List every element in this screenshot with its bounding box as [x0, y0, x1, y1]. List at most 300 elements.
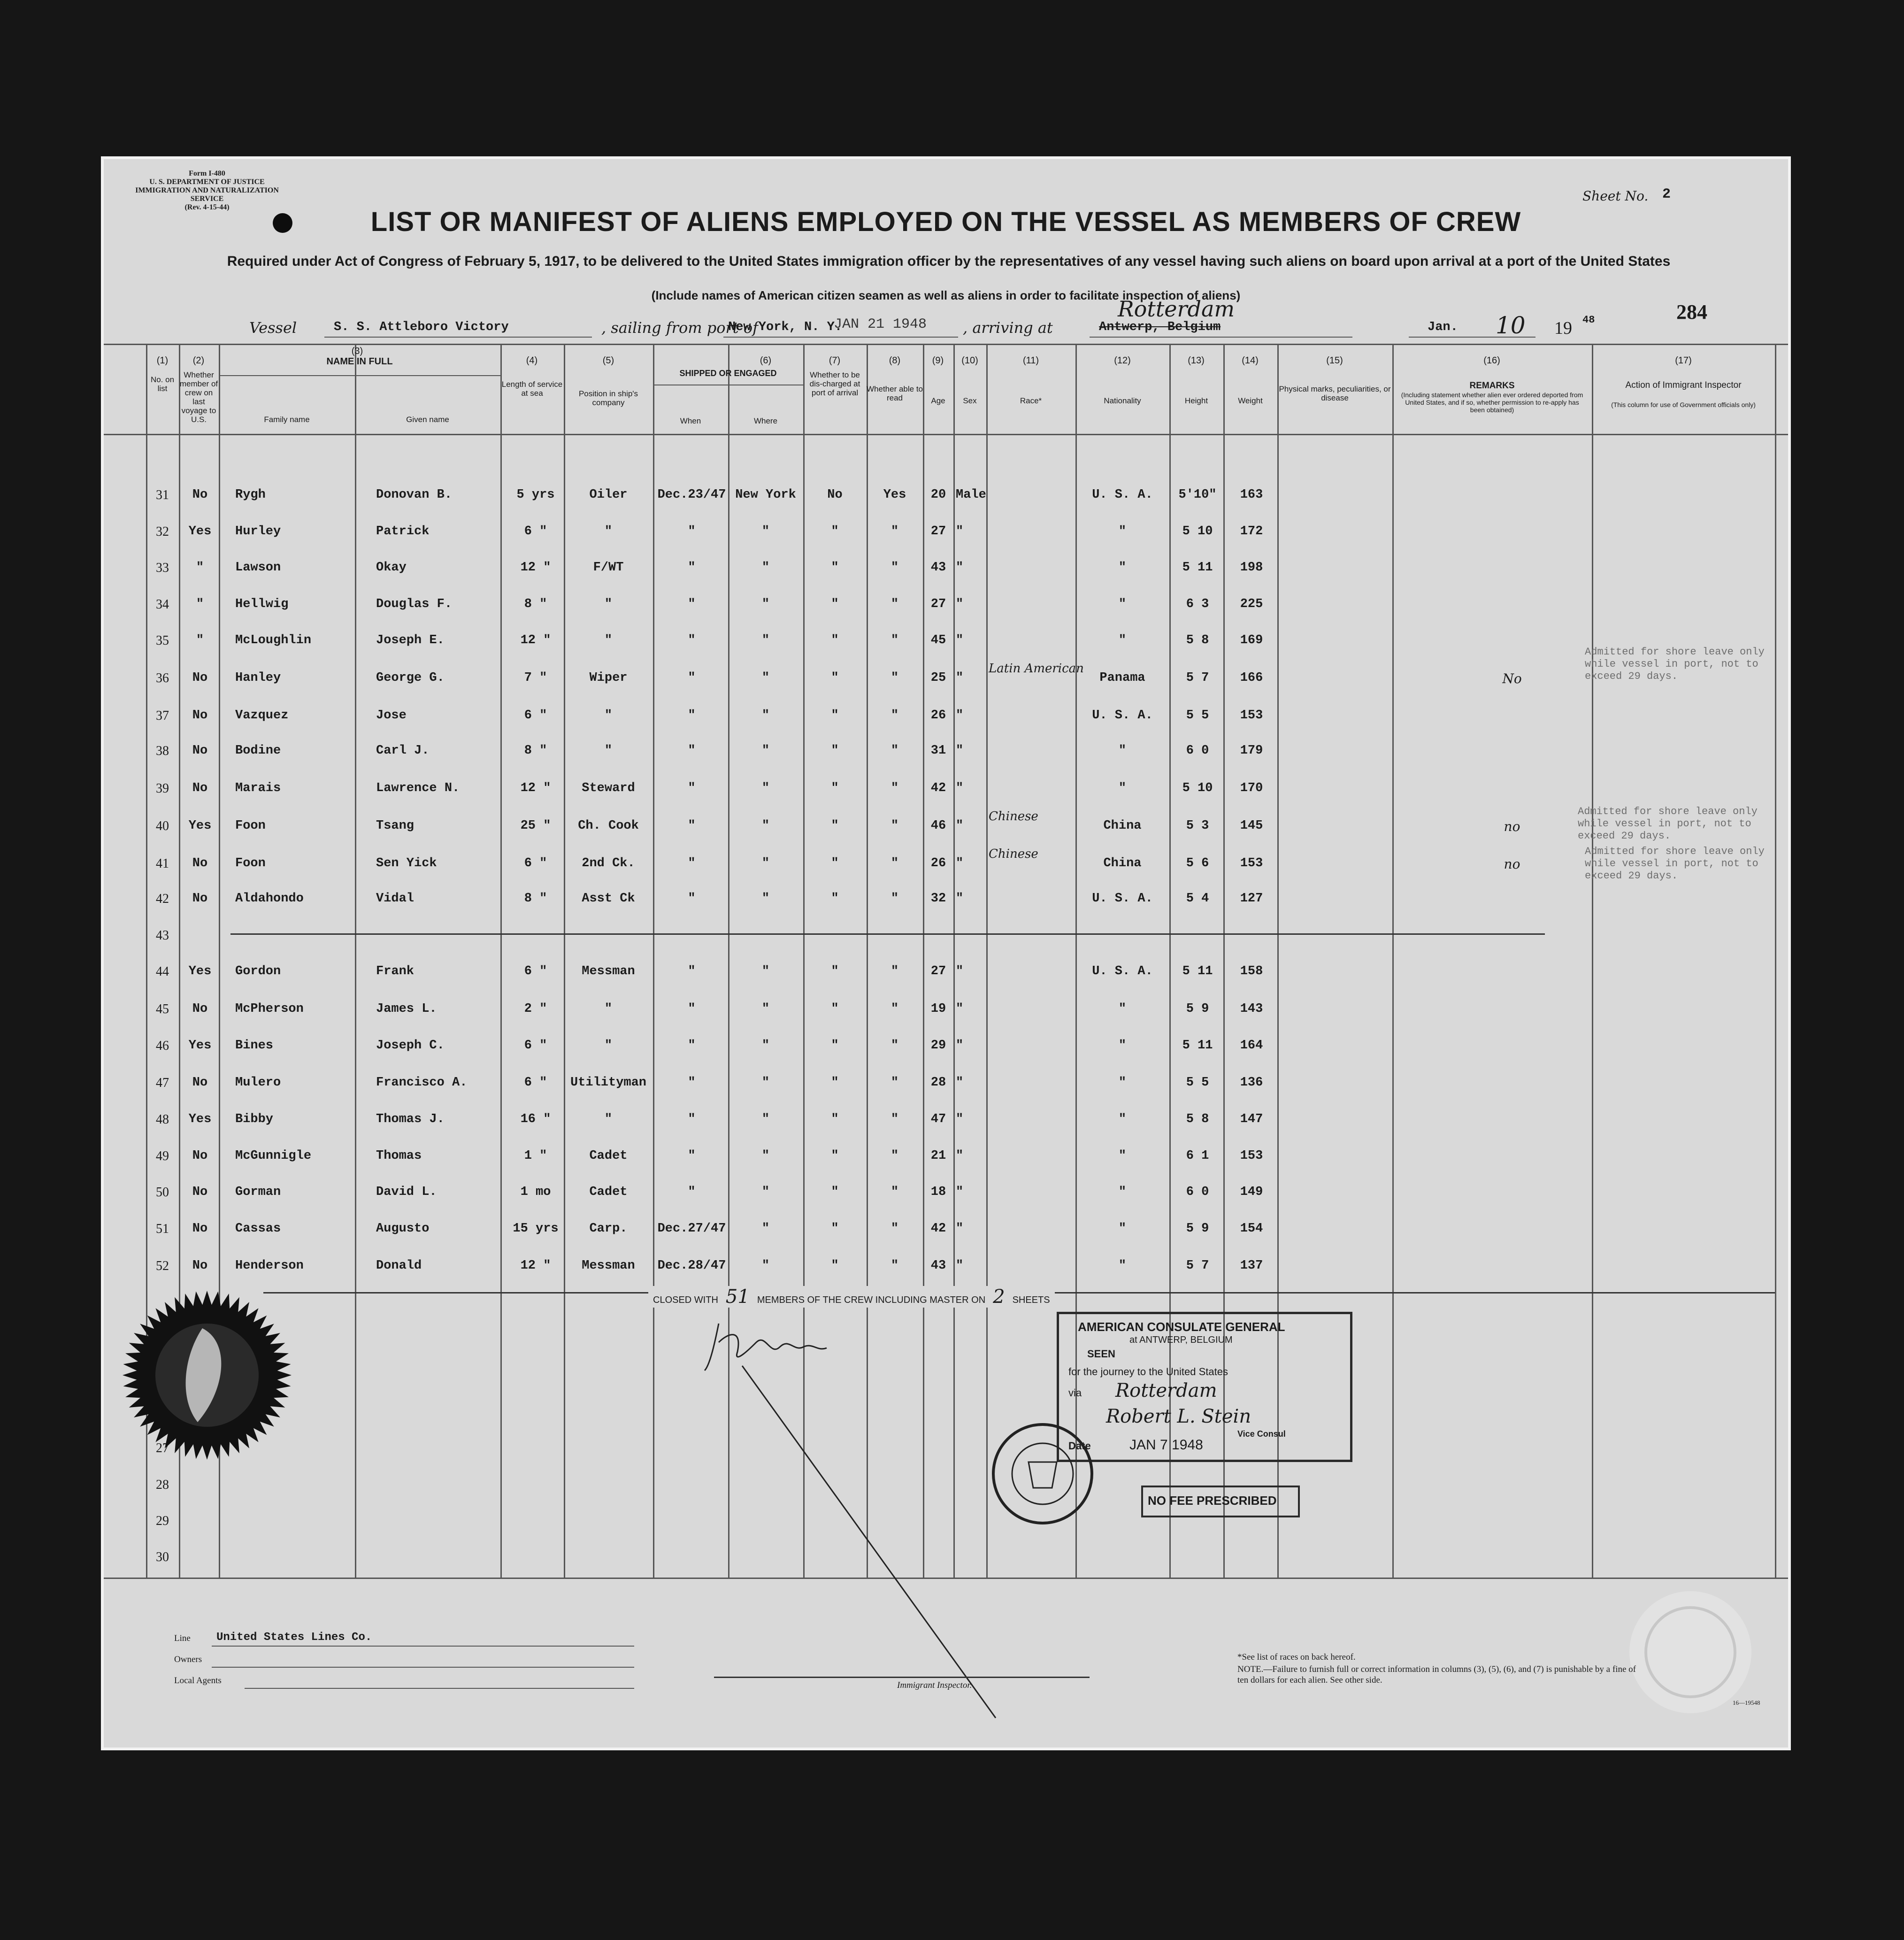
cell-where: ": [761, 561, 770, 575]
cell-nationality: U. S. A.: [1092, 488, 1153, 502]
cell-position: ": [604, 1112, 613, 1126]
cell-read: ": [891, 524, 899, 539]
cell-when: ": [688, 633, 696, 647]
column-number: (13): [1188, 355, 1205, 366]
cell-nationality: ": [1118, 561, 1127, 575]
cell-family: McGunnigle: [235, 1149, 312, 1163]
cell-when: ": [688, 597, 696, 611]
cell-nationality: ": [1118, 1112, 1127, 1126]
row-number: 42: [156, 892, 169, 906]
cell-sex: ": [956, 744, 964, 758]
cell-where: ": [761, 1259, 770, 1273]
row-number: 46: [156, 1039, 169, 1053]
cell-nationality: ": [1118, 1185, 1127, 1199]
cell-discharged: ": [831, 1076, 839, 1090]
cell-when: ": [688, 856, 696, 870]
cell-discharged: ": [831, 524, 839, 539]
cell-height: 5 11: [1182, 964, 1213, 978]
cell-weight: 127: [1240, 892, 1263, 906]
sheet-no: 2: [1662, 186, 1671, 202]
cell-sex: ": [956, 708, 964, 723]
cell-crew: No: [192, 892, 208, 906]
column-number: (14): [1242, 355, 1259, 366]
cell-when: ": [688, 744, 696, 758]
cell-position: ": [604, 633, 613, 647]
cell-height: 6 1: [1186, 1149, 1209, 1163]
row-number: 47: [156, 1076, 169, 1090]
col-header-physical-marks: Physical marks, peculiarities, or disease: [1279, 385, 1391, 402]
cell-nationality: ": [1118, 1039, 1127, 1053]
cell-weight: 158: [1240, 964, 1263, 978]
column-number: (5): [602, 355, 614, 366]
cancel-diagonal: [737, 1361, 1000, 1723]
cell-given: Joseph E.: [376, 633, 445, 647]
cell-crew: Yes: [188, 524, 212, 539]
cell-crew: No: [192, 1222, 208, 1236]
col-header-shipped: SHIPPED OR ENGAGED: [679, 369, 777, 378]
cell-service: 6 ": [524, 1039, 547, 1053]
cell-discharged: ": [831, 1259, 839, 1273]
page-subtitle-note: (Include names of American citizen seamen as well as aliens in order to facilitate inspection of aliens): [651, 288, 1241, 302]
cell-given: Donovan B.: [376, 488, 453, 502]
cell-family: Aldahondo: [235, 892, 304, 906]
cell-read: ": [891, 1112, 899, 1126]
cell-family: Lawson: [235, 561, 281, 575]
cell-given: Okay: [376, 561, 407, 575]
cell-read: ": [891, 1259, 899, 1273]
cell-read: ": [891, 781, 899, 795]
cell-read: ": [891, 633, 899, 647]
cell-where: New York: [735, 488, 796, 502]
cell-where: ": [761, 633, 770, 647]
cell-sex: ": [956, 964, 964, 978]
cell-crew: Yes: [188, 1112, 212, 1126]
cell-when: ": [688, 561, 696, 575]
row-number: 52: [156, 1259, 169, 1273]
cell-discharged: ": [831, 1112, 839, 1126]
cell-crew: Yes: [188, 964, 212, 978]
cell-when: Dec.23/47: [657, 488, 726, 502]
cell-age: 46: [930, 819, 946, 833]
consulate-line1: AMERICAN CONSULATE GENERAL: [1078, 1320, 1285, 1334]
cell-when: ": [688, 964, 696, 978]
cell-position: 2nd Ck.: [582, 856, 635, 870]
arrival-year-prefix: 19: [1554, 318, 1572, 338]
arrival-month: Jan.: [1428, 320, 1458, 334]
cell-family: Hanley: [235, 671, 281, 685]
cell-discharged: ": [831, 597, 839, 611]
cell-weight: 169: [1240, 633, 1263, 647]
cell-where: ": [761, 1222, 770, 1236]
cell-where: ": [761, 781, 770, 795]
cell-age: 27: [930, 964, 946, 978]
cell-age: 27: [930, 524, 946, 539]
cell-service: 5 yrs: [516, 488, 555, 502]
cell-nationality: China: [1103, 819, 1142, 833]
vessel-name: S. S. Attleboro Victory: [334, 320, 509, 334]
cell-age: 47: [930, 1112, 946, 1126]
column-number: (15): [1326, 355, 1343, 366]
cell-service: 12 ": [520, 633, 551, 647]
action-note-row-40: Admitted for shore leave only while vessel in port, not to exceed 29 days.: [1578, 806, 1758, 842]
cell-given: Vidal: [376, 892, 415, 906]
cell-sex: ": [956, 1185, 964, 1199]
cell-discharged: ": [831, 744, 839, 758]
cell-weight: 153: [1240, 708, 1263, 723]
arrival-year: 48: [1582, 314, 1595, 326]
cell-position: Messman: [582, 1259, 635, 1273]
cell-crew: No: [192, 781, 208, 795]
cell-age: 18: [930, 1185, 946, 1199]
cell-family: Bodine: [235, 744, 281, 758]
cell-weight: 198: [1240, 561, 1263, 575]
cell-nationality: ": [1118, 1222, 1127, 1236]
cell-when: Dec.27/47: [657, 1222, 726, 1236]
cell-where: ": [761, 708, 770, 723]
vessel-label: Vessel: [249, 319, 297, 337]
cell-family: Bines: [235, 1039, 274, 1053]
arriving-label: , arriving at: [963, 319, 1053, 337]
cell-nationality: U. S. A.: [1092, 964, 1153, 978]
column-number: (8): [889, 355, 901, 366]
cell-read: ": [891, 856, 899, 870]
cell-nationality: ": [1118, 1002, 1127, 1016]
column-number: (7): [829, 355, 841, 366]
cell-sex: ": [956, 633, 964, 647]
row-number: 33: [156, 561, 169, 575]
date-received-stamp: JAN 21 1948: [834, 316, 927, 332]
closed-count: 51: [725, 1286, 750, 1308]
cell-weight: 143: [1240, 1002, 1263, 1016]
cell-weight: 172: [1240, 524, 1263, 539]
cell-when: ": [688, 1112, 696, 1126]
cell-weight: 163: [1240, 488, 1263, 502]
cell-where: ": [761, 524, 770, 539]
page-title: LIST OR MANIFEST OF ALIENS EMPLOYED ON THE VESSEL AS MEMBERS OF CREW: [370, 207, 1521, 237]
cell-given: Thomas: [376, 1149, 422, 1163]
cell-sex: ": [956, 597, 964, 611]
column-number: (3): [351, 346, 363, 356]
column-number: (2): [192, 355, 205, 366]
cell-given: James L.: [376, 1002, 437, 1016]
cell-service: 12 ": [520, 1259, 551, 1273]
cell-nationality: U. S. A.: [1092, 892, 1153, 906]
cell-height: 5 9: [1186, 1222, 1209, 1236]
cell-sex: ": [956, 781, 964, 795]
cell-discharged: ": [831, 856, 839, 870]
cell-service: 6 ": [524, 1076, 547, 1090]
cell-where: ": [761, 744, 770, 758]
cell-service: 7 ": [524, 671, 547, 685]
cell-read: ": [891, 964, 899, 978]
cell-position: F/WT: [593, 561, 624, 575]
cell-discharged: ": [831, 819, 839, 833]
cell-position: Cadet: [589, 1149, 628, 1163]
embossed-seal: [1597, 1572, 1784, 1713]
col-header-height: Height: [1184, 396, 1208, 405]
row-number: 36: [156, 671, 169, 685]
cell-when: ": [688, 819, 696, 833]
cell-family: Foon: [235, 819, 266, 833]
cell-where: ": [761, 964, 770, 978]
cell-race: Latin American: [989, 662, 1084, 676]
row-number: 32: [156, 524, 169, 539]
cell-when: ": [688, 708, 696, 723]
cell-crew: ": [196, 633, 204, 647]
cell-crew: No: [192, 1259, 208, 1273]
cell-age: 32: [930, 892, 946, 906]
cell-service: 8 ": [524, 744, 547, 758]
cell-height: 5 4: [1186, 892, 1209, 906]
footer-line-label: Line: [174, 1633, 191, 1643]
cell-where: ": [761, 1112, 770, 1126]
footer-inspector-label: Immigrant Inspector.: [897, 1680, 972, 1690]
cell-position: Carp.: [589, 1222, 628, 1236]
cell-discharged: ": [831, 633, 839, 647]
cell-given: Thomas J.: [376, 1112, 445, 1126]
row-number: 38: [156, 744, 169, 758]
cell-service: 12 ": [520, 781, 551, 795]
cell-weight: 136: [1240, 1076, 1263, 1090]
cell-where: ": [761, 1185, 770, 1199]
cell-position: Steward: [582, 781, 635, 795]
cell-height: 5 3: [1186, 819, 1209, 833]
cell-read: ": [891, 819, 899, 833]
cell-weight: 164: [1240, 1039, 1263, 1053]
col-header-action-sub: (This column for use of Government officials only): [1611, 401, 1756, 408]
cell-service: 1 mo: [520, 1185, 551, 1199]
cell-where: ": [761, 671, 770, 685]
cell-discharged: ": [831, 1185, 839, 1199]
cell-discharged: ": [831, 1002, 839, 1016]
cell-nationality: ": [1118, 1076, 1127, 1090]
cell-age: 25: [930, 671, 946, 685]
cell-sex: ": [956, 1039, 964, 1053]
cell-crew: No: [192, 1149, 208, 1163]
cell-sex: Male: [956, 488, 986, 502]
cell-weight: 137: [1240, 1259, 1263, 1273]
blank-row-number: 29: [156, 1514, 169, 1528]
cell-weight: 153: [1240, 856, 1263, 870]
column-number: (6): [760, 355, 772, 366]
cell-discharged: ": [831, 781, 839, 795]
cell-weight: 153: [1240, 1149, 1263, 1163]
cell-crew: Yes: [188, 1039, 212, 1053]
arrival-day: 10: [1496, 312, 1526, 339]
row-number: 31: [156, 488, 169, 502]
cell-family: Mulero: [235, 1076, 281, 1090]
cell-age: 26: [930, 708, 946, 723]
cell-crew: No: [192, 1002, 208, 1016]
cell-service: 1 ": [524, 1149, 547, 1163]
cell-weight: 145: [1240, 819, 1263, 833]
sailing-label: , sailing from port of: [601, 319, 758, 337]
cell-discharged: ": [831, 1222, 839, 1236]
row-number: 49: [156, 1149, 169, 1163]
cell-family: Bibby: [235, 1112, 274, 1126]
cell-when: ": [688, 1185, 696, 1199]
cell-where: ": [761, 819, 770, 833]
cell-sex: ": [956, 1076, 964, 1090]
cell-position: ": [604, 1039, 613, 1053]
cell-sex: ": [956, 1112, 964, 1126]
column-number: (1): [156, 355, 169, 366]
notarial-seal: [118, 1286, 296, 1464]
cell-weight: 166: [1240, 671, 1263, 685]
cell-position: Oiler: [589, 488, 628, 502]
cell-read: ": [891, 671, 899, 685]
cell-given: Sen Yick: [376, 856, 437, 870]
cell-where: ": [761, 1076, 770, 1090]
col-header-discharged: Whether to be dis-charged at port of arrival: [809, 370, 860, 397]
col-header-crew-last-voyage: Whether member of crew on last voyage to U.S.: [179, 370, 218, 424]
cell-when: ": [688, 671, 696, 685]
cell-service: 6 ": [524, 524, 547, 539]
blank-row-number: 27: [156, 1441, 169, 1455]
row-number: 41: [156, 856, 169, 871]
consulate-via-label: via: [1068, 1387, 1082, 1399]
col-header-able-to-read: Whether able to read: [867, 385, 923, 402]
cell-given: Francisco A.: [376, 1076, 468, 1090]
cell-height: 5 7: [1186, 671, 1209, 685]
col-header-sex: Sex: [963, 396, 977, 405]
cell-family: Gordon: [235, 964, 281, 978]
col-header-length-service: Length of service at sea: [501, 380, 563, 398]
cell-family: Gorman: [235, 1185, 281, 1199]
cell-discharged: ": [831, 671, 839, 685]
column-number: (17): [1675, 355, 1692, 366]
cell-given: David L.: [376, 1185, 437, 1199]
row-number: 50: [156, 1185, 169, 1200]
cell-discharged: ": [831, 708, 839, 723]
cell-read: Yes: [883, 488, 906, 502]
cell-when: ": [688, 1149, 696, 1163]
col-header-remarks-sub: (Including statement whether alien ever ordered deported from United States, and if so, whether permission to re-apply has been obtained): [1401, 391, 1583, 414]
cell-read: ": [891, 1222, 899, 1236]
cell-age: 19: [930, 1002, 946, 1016]
row-number: 43: [156, 928, 169, 943]
column-number: (16): [1483, 355, 1500, 366]
footer-print-code: 16—19548: [1733, 1699, 1760, 1706]
cell-given: Tsang: [376, 819, 415, 833]
col-header-when: When: [680, 416, 701, 425]
cell-sex: ": [956, 1259, 964, 1273]
row-number: 37: [156, 708, 169, 723]
cell-nationality: ": [1118, 1149, 1127, 1163]
blank-row-number: 30: [156, 1550, 169, 1564]
cell-weight: 149: [1240, 1185, 1263, 1199]
cell-family: Hurley: [235, 524, 281, 539]
action-note-row-41: Admitted for shore leave only while vessel in port, not to exceed 29 days.: [1585, 846, 1765, 882]
cell-weight: 147: [1240, 1112, 1263, 1126]
cell-nationality: ": [1118, 633, 1127, 647]
action-note-row-36: Admitted for shore leave only while vessel in port, not to exceed 29 days.: [1585, 646, 1765, 682]
column-number: (12): [1114, 355, 1131, 366]
column-number: (11): [1022, 355, 1039, 366]
cell-read: ": [891, 1039, 899, 1053]
footer-line-value: United States Lines Co.: [216, 1631, 372, 1644]
cell-weight: 170: [1240, 781, 1263, 795]
cell-when: ": [688, 1076, 696, 1090]
cell-height: 5 7: [1186, 1259, 1209, 1273]
arriving-port: Antwerp, Belgium: [1099, 320, 1221, 334]
cell-crew: No: [192, 856, 208, 870]
row-number: 35: [156, 633, 169, 648]
consulate-date: JAN 7 1948: [1129, 1437, 1203, 1453]
cell-given: Lawrence N.: [376, 781, 460, 795]
cell-sex: ": [956, 671, 964, 685]
col-header-age: Age: [931, 396, 945, 405]
cell-given: Douglas F.: [376, 597, 453, 611]
row-number: 39: [156, 781, 169, 796]
cell-where: ": [761, 1039, 770, 1053]
cell-where: ": [761, 856, 770, 870]
cell-service: 15 yrs: [513, 1222, 559, 1236]
cell-discharged: ": [831, 892, 839, 906]
cell-position: Messman: [582, 964, 635, 978]
cell-sex: ": [956, 1149, 964, 1163]
col-header-given-name: Given name: [406, 415, 449, 424]
header-bottom-rule: [104, 434, 1791, 435]
cell-nationality: ": [1118, 781, 1127, 795]
cell-given: Donald: [376, 1259, 422, 1273]
cell-nationality: ": [1118, 597, 1127, 611]
cell-family: Vazquez: [235, 708, 289, 723]
cell-where: ": [761, 1002, 770, 1016]
cell-given: Joseph C.: [376, 1039, 445, 1053]
cell-position: ": [604, 597, 613, 611]
cell-read: ": [891, 597, 899, 611]
cell-age: 21: [930, 1149, 946, 1163]
col-header-where: Where: [753, 416, 778, 425]
cell-height: 6 0: [1186, 744, 1209, 758]
footer-owners-label: Owners: [174, 1655, 202, 1664]
cell-race: Chinese: [989, 847, 1038, 861]
cell-discharged: ": [831, 561, 839, 575]
cell-read: ": [891, 1002, 899, 1016]
cell-where: ": [761, 892, 770, 906]
row-number: 34: [156, 597, 169, 612]
column-number: (9): [932, 355, 944, 366]
cell-remarks: No: [1502, 671, 1522, 686]
col-header-position: Position in ship's company: [578, 389, 638, 407]
cell-position: ": [604, 708, 613, 723]
cell-height: 5 11: [1182, 561, 1213, 575]
cell-when: Dec.28/47: [657, 1259, 726, 1273]
cell-position: Utilityman: [570, 1076, 647, 1090]
footer-agents-label: Local Agents: [174, 1676, 222, 1686]
page-number: 284: [1676, 300, 1707, 323]
consulate-signature: Robert L. Stein: [1106, 1406, 1251, 1427]
cell-where: ": [761, 597, 770, 611]
footer-races-note: *See list of races on back hereof.: [1237, 1652, 1356, 1662]
cell-age: 26: [930, 856, 946, 870]
table-top-rule: [104, 344, 1791, 345]
cell-height: 5 5: [1186, 708, 1209, 723]
cell-height: 5 5: [1186, 1076, 1209, 1090]
cell-age: 20: [930, 488, 946, 502]
cell-family: McLoughlin: [235, 633, 312, 647]
cell-nationality: Panama: [1099, 671, 1145, 685]
cell-when: ": [688, 781, 696, 795]
cell-family: Marais: [235, 781, 281, 795]
cell-height: 6 3: [1186, 597, 1209, 611]
cell-weight: 154: [1240, 1222, 1263, 1236]
cell-service: 12 ": [520, 561, 551, 575]
cell-position: Cadet: [589, 1185, 628, 1199]
form-block: Form I-480 U. S. DEPARTMENT OF JUSTICE IMMIGRATION AND NATURALIZATION SERVICE (Rev. 4-15-44): [135, 169, 279, 211]
cell-race: Chinese: [989, 809, 1038, 824]
